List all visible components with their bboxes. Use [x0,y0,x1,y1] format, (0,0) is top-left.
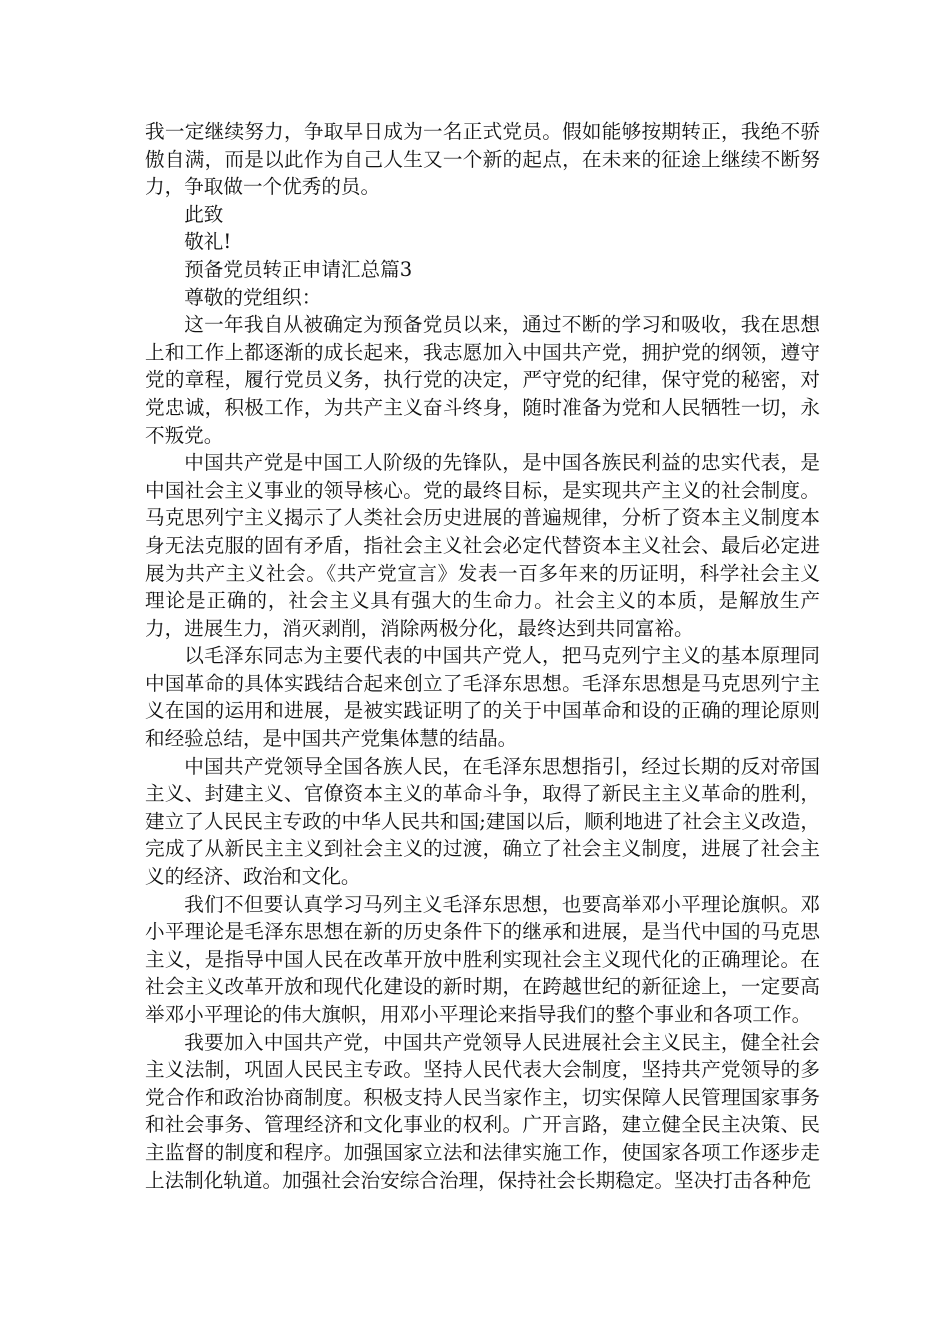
section-title: 预备党员转正申请汇总篇3 [184,257,413,281]
body-paragraph: 我们不但要认真学习马列主义毛泽东思想，也要高举邓小平理论旗帜。邓小平理论是毛泽东思想在新的历史条件下的继承和进展，是当代中国的马克思主义，是指导中国人民在改革开放中胜利实现社会主义现代化的正确理论。在社会主义改革开放和现代化建设的新时期，在跨越世纪的新征途上，一定要高举邓小平理论的伟大旗帜，用邓小平理论来指导我们的整个事业和各项工作。 [145,892,820,1026]
body-paragraph: 这一年我自从被确定为预备党员以来，通过不断的学习和吸收，我在思想上和工作上都逐渐的成长起来，我志愿加入中国共产党，拥护党的纲领，遵守党的章程，履行党员义务，执行党的决定，严守党的纪律，保守党的秘密，对党忠诚，积极工作，为共产主义奋斗终身，随时准备为党和人民牺牲一切，永不叛党。 [145,313,820,447]
body-paragraph: 以毛泽东同志为主要代表的中国共产党人，把马克列宁主义的基本原理同中国革命的具体实践结合起来创立了毛泽东思想。毛泽东思想是马克思列宁主义在国的运用和进展，是被实践证明了的关于中国革命和设的正确的理论原则和经验总结，是中国共产党集体慧的结晶。 [145,644,820,751]
salutation-cizhi: 此致 [184,202,224,226]
body-paragraph: 中国共产党领导全国各族人民，在毛泽东思想指引，经过长期的反对帝国主义、封建主义、官僚资本主义的革命斗争，取得了新民主主义革命的胜利，建立了人民民主专政的中华人民共和国;建国以后，顺利地进了社会主义改造，完成了从新民主主义到社会主义的过渡，确立了社会主义制度，进展了社会主义的经济、政治和文化。 [145,754,820,889]
greeting: 尊敬的党组织： [184,285,322,309]
body-paragraph: 我要加入中国共产党，中国共产党领导人民进展社会主义民主，健全社会主义法制，巩固人民民主专政。坚持人民代表大会制度，坚持共产党领导的多党合作和政治协商制度。积极支持人民当家作主，切实保障人民管理国家事务和社会事务、管理经济和文化事业的权利。广开言路，建立健全民主决策、民主监督的制度和程序。加强国家立法和法律实施工作，使国家各项工作逐步走上法制化轨道。加强社会治安综合治理，保持社会长期稳定。坚决打击各种危 [145,1030,820,1192]
salutation-jingli: 敬礼! [184,230,232,254]
body-paragraph: 中国共产党是中国工人阶级的先锋队，是中国各族民利益的忠实代表，是中国社会主义事业的领导核心。党的最终目标，是实现共产主义的社会制度。马克思列宁主义揭示了人类社会历史进展的普遍规律，分析了资本主义制度本身无法克服的固有矛盾，指社会主义社会必定代替资本主义社会、最后必定进展为共产主义社会。《共产党宣言》发表一百多年来的历证明，科学社会主义理论是正确的，社会主义具有强大的生命力。社会主义的本质，是解放生产力，进展生力，消灭剥削，消除两极分化，最终达到共同富裕。 [145,451,820,640]
document-page [145,118,820,1194]
body-paragraph-closing: 我一定继续努力，争取早日成为一名正式党员。假如能够按期转正，我绝不骄傲自满，而是以此作为自己人生又一个新的起点，在未来的征途上继续不断努力，争取做一个优秀的员。 [145,120,820,199]
